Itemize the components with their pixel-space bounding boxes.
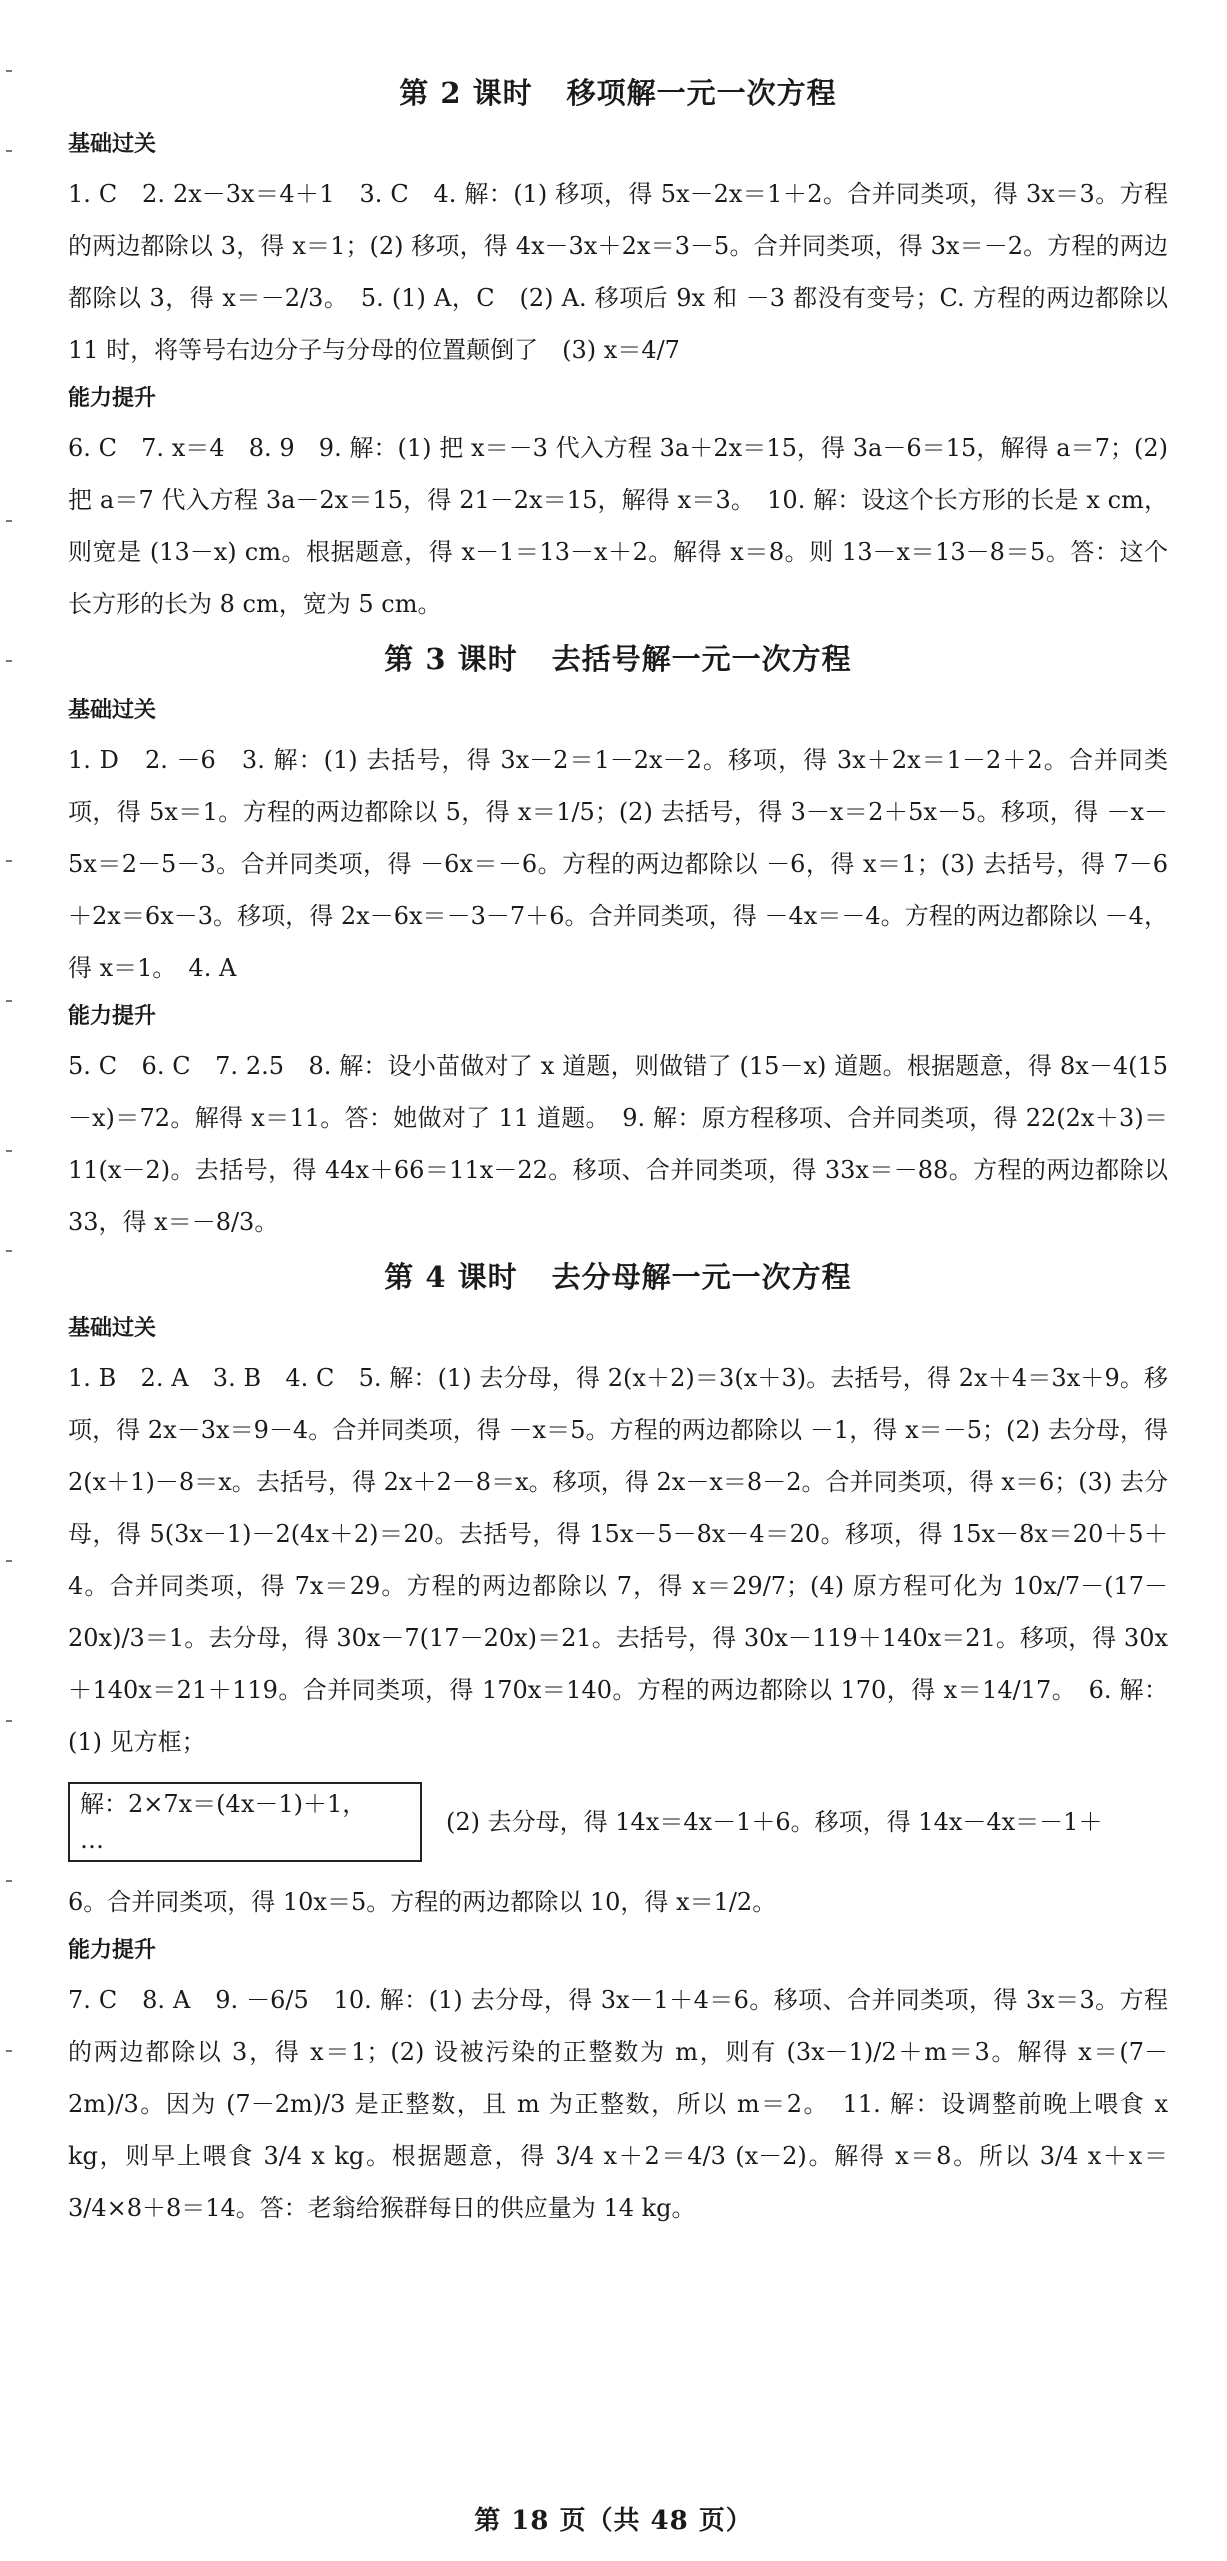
answer-paragraph: 6. C 7. x＝4 8. 9 9. 解：(1) 把 x＝－3 代入方程 3a＋2x＝15，得 3a－6＝15，解得 a＝7；(2) 把 a＝7 代入方程 3a－2x＝15，得 21－2x＝15，解得 x＝3。 10. 解：设这个长方形的长是 x cm，则宽是 (13－x) cm。根据题意，得 x－1＝13－x＋2。解得 x＝8。则 13－x＝13－8＝5。答：这个长方形的长为 8 cm，宽为 5 cm。 [68, 434, 1168, 618]
box-line: 解：2×7x＝(4x－1)＋1， [80, 1790, 367, 1818]
boxed-answer-row [68, 1774, 1168, 1870]
subheading-basic: 基础过关 [68, 698, 157, 723]
section-title-lesson-3 [68, 636, 1168, 682]
subheading-basic: 基础过关 [68, 132, 157, 157]
title-number: 第 4 课时 [384, 1260, 518, 1294]
page-footer: 第 18 页（共 48 页） [474, 2506, 753, 2536]
section-title-lesson-4 [68, 1254, 1168, 1300]
content [68, 70, 1168, 2240]
answer-paragraph: 5. C 6. C 7. 2.5 8. 解：设小苗做对了 x 道题，则做错了 (15－x) 道题。根据题意，得 8x－4(15－x)＝72。解得 x＝11。答：她做对了 11 道题。 9. 解：原方程移项、合并同类项，得 22(2x＋3)＝11(x－2)。去括号，得 44x＋66＝11x－22。移项、合并同类项，得 33x＝－88。方程的两边都除以 33，得 x＝－8/3。 [68, 1052, 1168, 1236]
box-side-text: (2) 去分母，得 14x＝4x－1＋6。移项，得 14x－4x＝－1＋ [446, 1808, 1103, 1836]
answer-paragraph: 1. C 2. 2x－3x＝4＋1 3. C 4. 解：(1) 移项，得 5x－2x＝1＋2。合并同类项，得 3x＝3。方程的两边都除以 3，得 x＝1；(2) 移项，得 4x－3x＋2x＝3－5。合并同类项，得 3x＝－2。方程的两边都除以 3，得 x＝－2/3。 5. (1) A，C (2) A. 移项后 9x 和 －3 都没有变号；C. 方程的两边都除以 11 时，将等号右边分子与分母的位置颠倒了 (3) x＝4/7 [68, 180, 1168, 364]
title-number: 第 3 课时 [384, 642, 518, 676]
answer-paragraph: 1. D 2. －6 3. 解：(1) 去括号，得 3x－2＝1－2x－2。移项，得 3x＋2x＝1－2＋2。合并同类项，得 5x＝1。方程的两边都除以 5，得 x＝1/5；(2) 去括号，得 3－x＝2＋5x－5。移项，得 －x－5x＝2－5－3。合并同类项，得 －6x＝－6。方程的两边都除以 －6，得 x＝1；(3) 去括号，得 7－6＋2x＝6x－3。移项，得 2x－6x＝－3－7＋6。合并同类项，得 －4x＝－4。方程的两边都除以 －4，得 x＝1。 4. A [68, 746, 1168, 982]
answer-box [68, 1782, 422, 1862]
binding-margin [0, 0, 22, 2561]
subheading-basic: 基础过关 [68, 1316, 157, 1341]
title-text: 移项解一元一次方程 [566, 76, 837, 110]
answer-paragraph: 6。合并同类项，得 10x＝5。方程的两边都除以 10，得 x＝1/2。 [68, 1888, 777, 1916]
answer-paragraph: 7. C 8. A 9. －6/5 10. 解：(1) 去分母，得 3x－1＋4＝6。移项、合并同类项，得 3x＝3。方程的两边都除以 3，得 x＝1；(2) 设被污染的正整数为 m，则有 (3x－1)/2＋m＝3。解得 x＝(7－2m)/3。因为 (7－2m)/3 是正整数，且 m 为正整数，所以 m＝2。 11. 解：设调整前晚上喂食 x kg，则早上喂食 3/4 x kg。根据题意，得 3/4 x＋2＝4/3 (x－2)。解得 x＝8。所以 3/4 x＋x＝3/4×8＋8＝14。答：老翁给猴群每日的供应量为 14 kg。 [68, 1986, 1168, 2222]
title-number: 第 2 课时 [399, 76, 533, 110]
subheading-ability: 能力提升 [68, 386, 157, 411]
title-text: 去括号解一元一次方程 [551, 642, 852, 676]
subheading-ability: 能力提升 [68, 1004, 157, 1029]
title-text: 去分母解一元一次方程 [551, 1260, 852, 1294]
box-ellipsis: … [80, 1826, 104, 1854]
section-title-lesson-2 [68, 70, 1168, 116]
subheading-ability: 能力提升 [68, 1938, 157, 1963]
answer-paragraph: 1. B 2. A 3. B 4. C 5. 解：(1) 去分母，得 2(x＋2)＝3(x＋3)。去括号，得 2x＋4＝3x＋9。移项，得 2x－3x＝9－4。合并同类项，得 －x＝5。方程的两边都除以 －1，得 x＝－5；(2) 去分母，得 2(x＋1)－8＝x。去括号，得 2x＋2－8＝x。移项，得 2x－x＝8－2。合并同类项，得 x＝6；(3) 去分母，得 5(3x－1)－2(4x＋2)＝20。去括号，得 15x－5－8x－4＝20。移项，得 15x－8x＝20＋5＋4。合并同类项，得 7x＝29。方程的两边都除以 7，得 x＝29/7；(4) 原方程可化为 10x/7－(17－20x)/3＝1。去分母，得 30x－7(17－20x)＝21。去括号，得 30x－119＋140x＝21。移项，得 30x＋140x＝21＋119。合并同类项，得 170x＝140。方程的两边都除以 170，得 x＝14/17。 6. 解：(1) 见方框； [68, 1364, 1168, 1756]
